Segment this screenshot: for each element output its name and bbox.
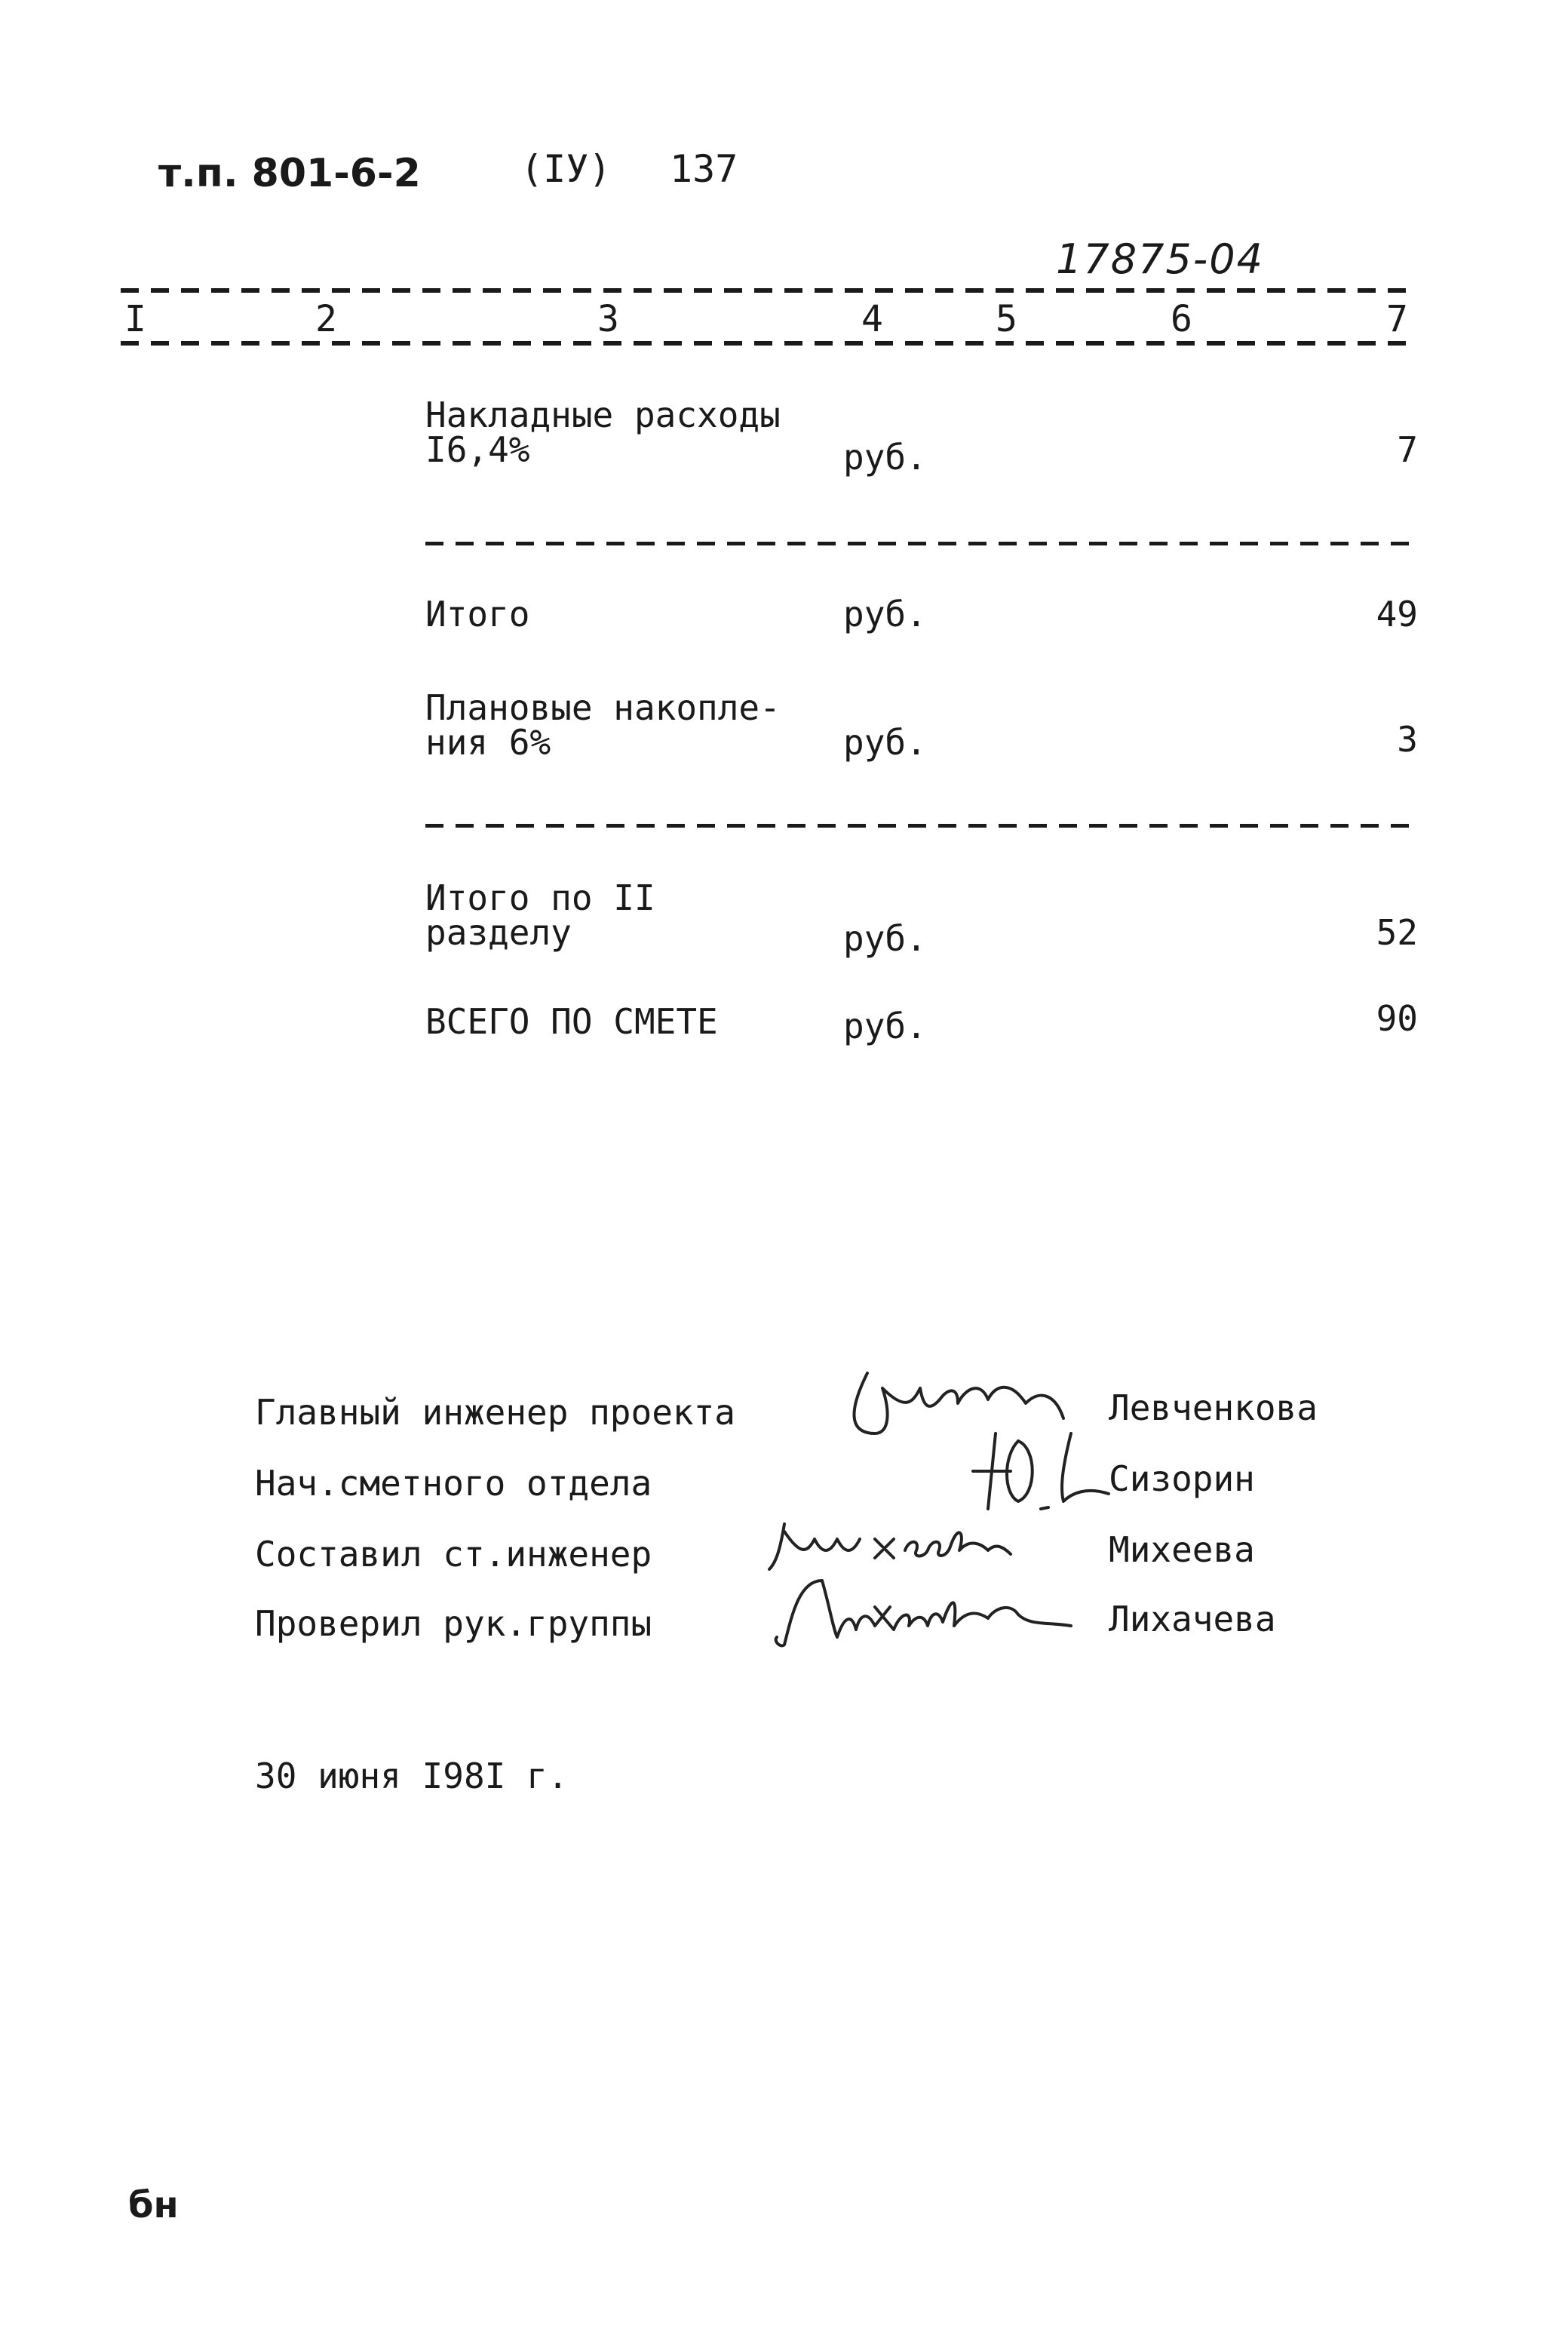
table-top-rule [121,288,1418,293]
handwritten-signature-mikheeva [762,1509,1018,1577]
column-number-1: I [124,298,146,340]
row-section-total-label-line2: разделу [425,912,572,953]
footer-mark: бн [128,2184,179,2226]
page-number: 137 [670,147,738,191]
row-overhead-unit: руб. [843,437,927,478]
row-planned-label-line2: ния 6% [425,722,551,763]
handwritten-signature-likhacheva [769,1569,1086,1652]
section-code: (IУ) [520,147,612,191]
signature-role-estimate-head: Нач.сметного отдела [255,1463,652,1504]
signature-name-checker: Лихачева [1109,1599,1276,1639]
row-total-value: 49 [1376,594,1418,634]
signature-role-checker: Проверил рук.группы [255,1603,652,1644]
row-overhead-value: 7 [1397,429,1418,470]
project-code: т.п. 801-6-2 [158,151,421,196]
archive-number: 17875-04 [1056,235,1264,283]
document-date: 30 июня I98I г. [255,1756,569,1796]
column-number-3: 3 [597,298,619,340]
row-overhead-label-line1: Накладные расходы [425,395,781,435]
subtotal-rule-1 [425,542,1418,545]
signature-name-chief-engineer: Левченкова [1109,1387,1318,1428]
signature-role-compiler: Составил ст.инженер [255,1534,652,1575]
subtotal-rule-2 [425,824,1418,828]
column-number-7: 7 [1386,298,1408,340]
handwritten-signature-sizorin [965,1418,1116,1524]
signature-name-compiler: Михеева [1109,1529,1255,1570]
column-number-4: 4 [861,298,883,340]
row-planned-value: 3 [1397,719,1418,760]
row-total-unit: руб. [843,594,927,634]
column-number-2: 2 [315,298,337,340]
row-planned-label-line1: Плановые накопле- [425,687,781,728]
row-section-total-label-line1: Итого по II [425,877,655,918]
signature-role-chief-engineer: Главный инженер проекта [255,1392,735,1433]
row-grand-total-value: 90 [1376,998,1418,1039]
row-grand-total-unit: руб. [843,1006,927,1046]
row-grand-total-label: ВСЕГО ПО СМЕТЕ [425,1001,718,1042]
row-overhead-label-line2: I6,4% [425,429,530,470]
table-header-rule [121,341,1418,346]
row-total-label: Итого [425,594,530,634]
column-number-6: 6 [1171,298,1192,340]
row-planned-unit: руб. [843,722,927,763]
row-section-total-unit: руб. [843,918,927,959]
row-section-total-value: 52 [1376,912,1418,953]
signature-name-estimate-head: Сизорин [1109,1458,1255,1499]
column-number-5: 5 [996,298,1017,340]
